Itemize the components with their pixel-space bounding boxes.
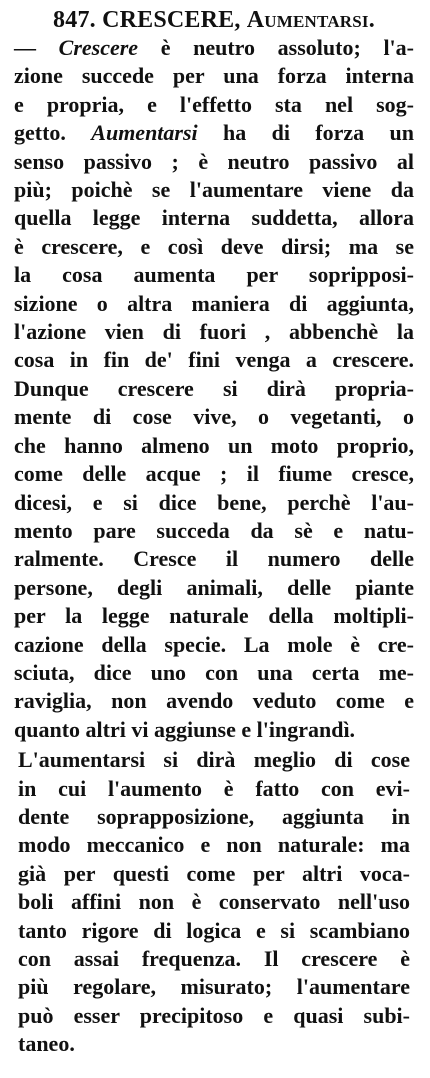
text-line [18,917,410,945]
text-line [14,716,414,744]
text-run: ralmente. Cresce il numero delle [14,546,414,572]
text-run: raviglia, non avendo veduto come e [14,688,414,714]
text-run: persone, degli animali, delle piante [14,574,414,600]
text-run: mente di cose vive, o vegetanti, o [14,404,414,430]
text-line [14,602,414,630]
text-run: per la legge naturale della moltipli- [14,603,414,629]
text-run: sciuta, dice uno con una certa me- [14,659,414,685]
text-line [14,318,414,346]
text-line [14,687,414,715]
text-run: quella legge interna suddetta, allora [14,205,414,231]
text-line [14,91,414,119]
text-line [14,489,414,517]
text-run: è neutro assoluto; l'a- [138,35,414,60]
text-line [18,1030,410,1058]
text-line [14,62,414,90]
entry-synonym: Aumentarsi. [246,7,375,33]
text-run: che hanno almeno un moto proprio, [14,432,414,458]
text-line [18,860,410,888]
text-run: zione succede per una forza interna [14,63,414,89]
text-run: senso passivo ; è neutro passivo al [14,148,414,174]
text-line [18,973,410,1001]
italic-term: Aumentarsi [91,120,198,146]
text-line [18,803,410,831]
text-run: come delle acque ; il fiume cresce, [14,461,414,487]
text-line [14,119,414,147]
text-run: tanto rigore di logica e si scambiano [18,917,410,943]
text-line [14,233,414,261]
text-run: modo meccanico e non naturale: ma [18,832,410,858]
text-run: è crescere, e così deve dirsi; ma se [14,233,414,259]
entry-heading [14,6,414,34]
text-line [14,403,414,431]
text-run: cazione della specie. La mole è cre- [14,631,414,657]
entry-number: 847. [53,7,96,33]
text-line [18,888,410,916]
text-run: mento pare succeda da sè e natu- [14,517,414,543]
text-line [18,746,410,774]
text-run: dicesi, e si dice bene, perchè l'au- [14,489,414,515]
text-line [14,148,414,176]
text-line [14,432,414,460]
text-run: con assai frequenza. Il crescere è [18,946,410,971]
text-line [18,831,410,859]
text-run: cosa in fin de' fini venga a crescere. [14,347,414,373]
entry-paragraph-aumentarsi [14,746,414,1058]
text-run: già per questi come per altri voca- [18,860,410,886]
text-run: boli affini non è conservato nell'uso [18,889,410,915]
entry-headword: CRESCERE, [102,7,241,33]
text-line [14,631,414,659]
text-run: sizione o altra maniera di aggiunta, [14,290,414,316]
text-line [14,545,414,573]
text-run: L'aumentarsi si dirà meglio di cose [18,747,410,773]
text-run: taneo. [18,1031,75,1057]
text-run: in cui l'aumento è fatto con evi- [18,775,410,801]
text-line [14,517,414,545]
text-run: l'azione vien di fuori , abbenchè la [14,319,414,345]
text-line [18,1002,410,1030]
text-run: più; poichè se l'aumentare viene da [14,177,414,203]
italic-term: Crescere [58,35,139,60]
text-line [14,460,414,488]
text-run: più regolare, misurato; l'aumentare [18,974,410,1000]
entry-paragraph-crescere [14,34,414,744]
text-run: — [14,35,59,60]
text-line [14,204,414,232]
text-run: quanto altri vi aggiunse e l'ingrandì. [14,716,356,742]
text-run: ha di forza un [197,120,414,146]
text-line [18,775,410,803]
text-line [14,375,414,403]
text-run: e propria, e l'effetto sta nel sog- [14,91,414,117]
text-run: getto. [14,120,92,146]
text-run: la cosa aumenta per sopripposi- [14,262,414,288]
text-line [14,290,414,318]
text-run: può esser precipitoso e quasi subi- [18,1002,410,1028]
text-run: dente soprapposizione, aggiunta in [18,803,410,829]
text-line [14,659,414,687]
text-line [14,574,414,602]
text-line [14,261,414,289]
text-line [18,945,410,973]
text-line [14,176,414,204]
text-line [14,346,414,374]
text-line [14,34,414,62]
text-run: Dunque crescere si dirà propria- [14,375,414,401]
